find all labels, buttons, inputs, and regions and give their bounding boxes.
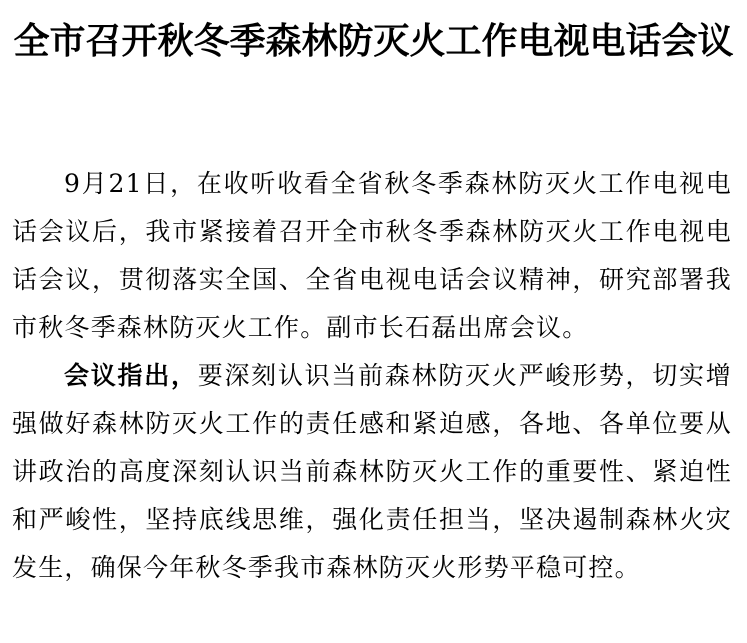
paragraph-2-text: 要深刻认识当前森林防灭火严峻形势，切实增强做好森林防灭火工作的责任感和紧迫感，各地、各单位要从讲政治的高度深刻认识当前森林防灭火工作的重要性、紧迫性和严峻性，坚持底线思维，强化责任担当，坚决遏制森林火灾发生，确保今年秋冬季我市森林防灭火形势平稳可控。 [12, 361, 732, 582]
article-title: 全市召开秋冬季森林防灭火工作电视电话会议 [13, 20, 734, 62]
article-paragraph-2 [12, 352, 732, 592]
paragraph-1-text: 9月21日，在收听收看全省秋冬季森林防灭火工作电视电话会议后，我市紧接着召开全市秋冬季森林防灭火工作电视电话会议，贯彻落实全国、全省电视电话会议精神，研究部署我市秋冬季森林防灭火工作。副市长石磊出席会议。 [12, 169, 732, 342]
paragraph-2-lead: 会议指出， [64, 361, 198, 390]
article-paragraph-1 [12, 160, 732, 352]
